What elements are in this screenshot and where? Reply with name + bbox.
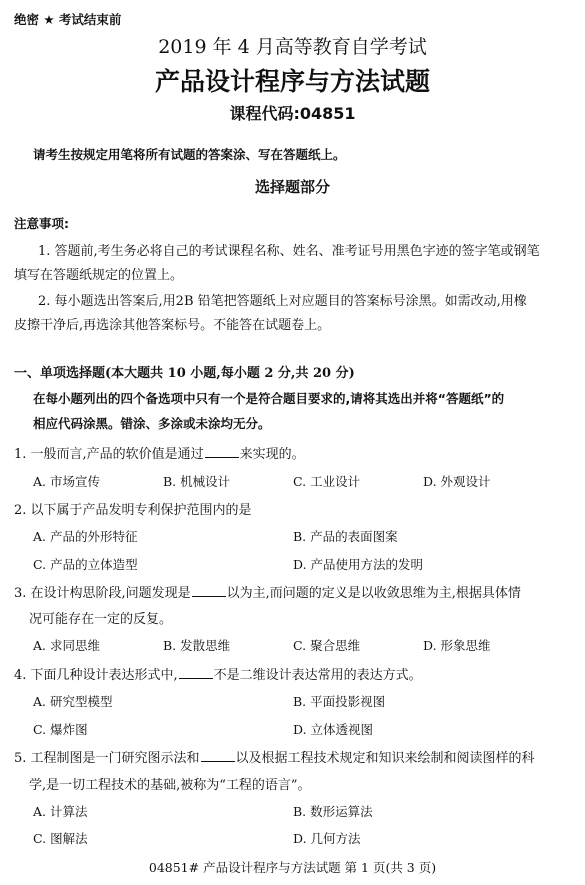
- option-c: C. 产品的立体造型: [33, 557, 138, 572]
- option-c: C. 工业设计: [293, 474, 361, 489]
- option-d: D. 外观设计: [423, 474, 491, 489]
- option-c: C. 爆炸图: [33, 722, 88, 737]
- option-d: D. 立体透视图: [293, 722, 374, 737]
- question-stem: [14, 664, 422, 683]
- note-item: 皮擦干净后,再选涂其他答案标号。不能答在试题卷上。: [14, 318, 331, 333]
- question-stem: [14, 443, 305, 462]
- option-a: A. 计算法: [33, 804, 88, 819]
- option-b: B. 机械设计: [163, 474, 231, 489]
- option-b: B. 平面投影视图: [293, 694, 386, 709]
- question-text: 5. 工程制图是一门研究图示法和: [14, 751, 200, 766]
- option-c: C. 图解法: [33, 831, 88, 846]
- part-description: 在每小题列出的四个备选项中只有一个是符合题目要求的,请将其选出并将“答题纸”的: [33, 391, 505, 406]
- option-b: B. 发散思维: [163, 638, 231, 653]
- question-text: 来实现的。: [239, 447, 305, 462]
- question-stem: [14, 582, 521, 601]
- note-item: 1. 答题前,考生务必将自己的考试课程名称、姓名、准考证号用黑色字迹的签字笔或钢笔: [38, 244, 540, 259]
- question-text: 1. 一般而言,产品的软价值是通过: [14, 447, 204, 462]
- question-text: 3. 在设计构思阶段,问题发现是: [14, 586, 191, 601]
- question-text: 以为主,而问题的定义是以收敛思维为主,根据具体情: [226, 586, 521, 601]
- exam-session: 2019 年 4 月高等教育自学考试: [158, 36, 427, 58]
- option-b: B. 产品的表面图案: [293, 529, 398, 544]
- option-d: D. 几何方法: [293, 831, 361, 846]
- option-a: A. 产品的外形特征: [33, 529, 138, 544]
- option-a: A. 研究型模型: [33, 694, 113, 709]
- notes-heading: 注意事项:: [14, 216, 69, 231]
- question-text: 以及根据工程技术规定和知识来绘制和阅读图样的科: [235, 751, 535, 766]
- question-stem: [14, 747, 535, 766]
- option-b: B. 数形运算法: [293, 804, 373, 819]
- option-d: D. 形象思维: [423, 638, 491, 653]
- page-title: 产品设计程序与方法试题: [154, 67, 430, 96]
- answer-blank: [179, 677, 213, 679]
- page-footer: 04851# 产品设计程序与方法试题 第 1 页(共 3 页): [148, 860, 437, 875]
- question-text: 4. 下面几种设计表达形式中,: [14, 668, 178, 683]
- answer-blank: [201, 760, 235, 762]
- option-d: D. 产品使用方法的发明: [293, 557, 424, 572]
- part-description: 相应代码涂黑。错涂、多涂或未涂均无分。: [33, 416, 271, 431]
- question-text: 学,是一切工程技术的基础,被称为“工程的语言”。: [29, 778, 311, 793]
- answer-blank: [192, 595, 226, 597]
- course-code: 课程代码:04851: [229, 104, 356, 123]
- note-item: 2. 每小题选出答案后,用2B 铅笔把答题纸上对应题目的答案标号涂黑。如需改动,用橡: [38, 294, 527, 309]
- option-c: C. 聚合思维: [293, 638, 361, 653]
- question-text: 况可能存在一定的反复。: [29, 612, 173, 627]
- answer-blank: [205, 456, 239, 458]
- option-a: A. 求同思维: [33, 638, 100, 653]
- confidential-label: 绝密 ★ 考试结束前: [14, 12, 122, 27]
- note-item: 填写在答题纸规定的位置上。: [14, 268, 184, 283]
- section-title: 选择题部分: [254, 178, 330, 196]
- question-text: 2. 以下属于产品发明专利保护范围内的是: [14, 503, 252, 518]
- option-a: A. 市场宣传: [33, 474, 100, 489]
- instruction: 请考生按规定用笔将所有试题的答案涂、写在答题纸上。: [33, 147, 346, 162]
- part-heading: 一、单项选择题(本大题共 10 小题,每小题 2 分,共 20 分): [14, 366, 355, 381]
- question-text: 不是二维设计表达常用的表达方式。: [213, 668, 422, 683]
